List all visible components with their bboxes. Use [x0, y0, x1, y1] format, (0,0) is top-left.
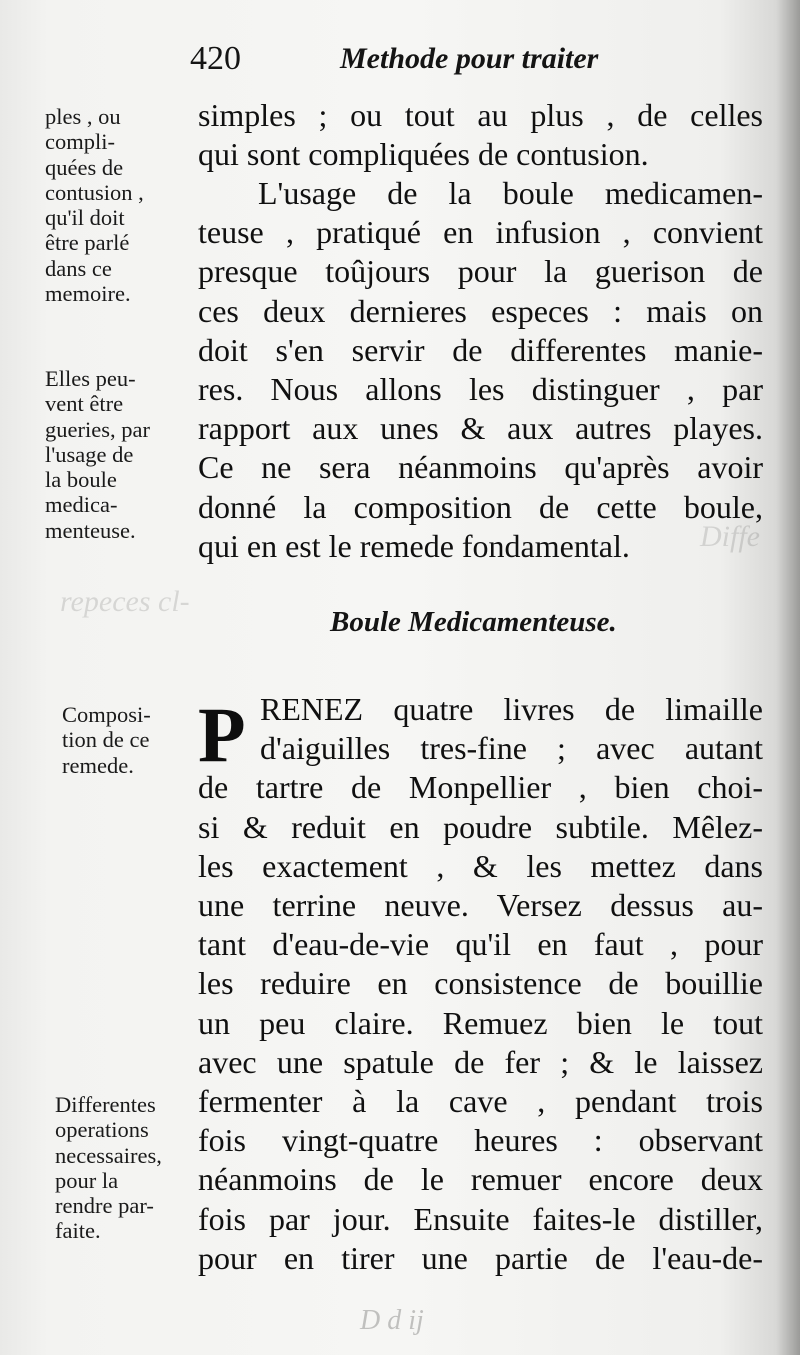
- margin-note-line: vent être: [45, 391, 124, 417]
- show-through-text: Diffe: [700, 520, 760, 553]
- show-through-text: repeces cl-: [60, 585, 190, 618]
- margin-note-line: menteuse.: [45, 517, 136, 543]
- text-line: presque toûjours pour la guerison de: [198, 253, 763, 290]
- margin-note-line: Elles peu-: [45, 366, 136, 391]
- margin-note-line: faite.: [55, 1218, 101, 1244]
- text-line: les reduire en consistence de bouillie: [198, 965, 763, 1002]
- text-line: fois vingt-quatre heures : observant: [198, 1122, 763, 1159]
- margin-note-line: tion de ce: [62, 727, 150, 753]
- text-line: fois par jour. Ensuite faites-le distiller,: [198, 1200, 763, 1237]
- margin-note-line: Differentes: [55, 1092, 156, 1117]
- margin-note-line: contusion ,: [45, 179, 144, 205]
- text-line: fermenter à la cave , pendant trois: [198, 1083, 763, 1120]
- text-line: doit s'en servir de differentes manie-: [198, 331, 763, 368]
- text-line: ces deux dernieres especes : mais on: [198, 292, 763, 329]
- margin-note-line: la boule: [45, 467, 117, 493]
- text-line: res. Nous allons les distinguer , par: [198, 371, 763, 408]
- margin-note-4: [55, 1092, 205, 1244]
- drop-cap: P: [198, 691, 246, 778]
- margin-note-line: ples , ou: [45, 104, 121, 129]
- text-line: néanmoins de le remuer encore deux: [198, 1161, 763, 1198]
- text-line: simples ; ou tout au plus , de celles: [198, 97, 763, 133]
- paragraph-continuation: [198, 96, 763, 174]
- margin-note-line: necessaires,: [55, 1142, 162, 1168]
- text-line: d'aiguilles tres-fine ; avec autant: [260, 730, 763, 767]
- section-title: Boule Medicamenteuse.: [330, 606, 617, 638]
- text-line: donné la composition de cette boule,: [198, 488, 763, 525]
- signature-mark: D d ij: [360, 1305, 424, 1336]
- paragraph-recipe: [198, 690, 763, 1278]
- text-line: les exactement , & les mettez dans: [198, 847, 763, 884]
- paragraph-usage: [198, 174, 763, 566]
- running-title: Methode pour traiter: [340, 42, 599, 75]
- page-header: [190, 40, 790, 84]
- margin-note-line: compli-: [45, 129, 115, 155]
- margin-note-2: [45, 366, 195, 543]
- margin-note-line: dans ce: [45, 255, 112, 281]
- text-line: si & reduit en poudre subtile. Mêlez-: [198, 808, 763, 845]
- margin-note-line: Composi-: [62, 702, 151, 727]
- margin-note-line: être parlé: [45, 230, 130, 256]
- margin-note-line: operations: [55, 1117, 149, 1143]
- margin-note-line: memoire.: [45, 281, 131, 307]
- text-line: avec une spatule de fer ; & le laissez: [198, 1043, 763, 1080]
- margin-note-line: remede.: [62, 752, 134, 778]
- text-line: tant d'eau-de-vie qu'il en faut , pour: [198, 926, 763, 963]
- page-number: 420: [190, 40, 241, 77]
- margin-note-line: quées de: [45, 154, 124, 180]
- text-line: qui sont compliquées de contusion.: [198, 136, 649, 173]
- text-line: rapport aux unes & aux autres playes.: [198, 410, 763, 447]
- margin-note-line: pour la: [55, 1167, 119, 1193]
- margin-note-line: medica-: [45, 492, 118, 518]
- text-line: un peu claire. Remuez bien le tout: [198, 1004, 763, 1041]
- text-line: pour en tirer une partie de l'eau-de-: [198, 1239, 763, 1276]
- margin-note-line: l'usage de: [45, 441, 134, 467]
- text-line: L'usage de la boule medicamen-: [258, 175, 763, 211]
- text-line: une terrine neuve. Versez dessus au-: [198, 887, 763, 924]
- text-line: de tartre de Monpellier , bien choi-: [198, 769, 763, 806]
- text-line: qui en est le remede fondamental.: [198, 527, 630, 564]
- margin-note-line: rendre par-: [55, 1193, 154, 1219]
- text-line: Ce ne sera néanmoins qu'après avoir: [198, 449, 763, 486]
- margin-note-line: qu'il doit: [45, 205, 125, 231]
- margin-note-line: gueries, par: [45, 416, 150, 442]
- text-line: teuse , pratiqué en infusion , convient: [198, 214, 763, 251]
- margin-note-1: [45, 104, 195, 306]
- margin-note-3: [62, 702, 212, 778]
- text-line: RENEZ quatre livres de limaille: [260, 691, 763, 727]
